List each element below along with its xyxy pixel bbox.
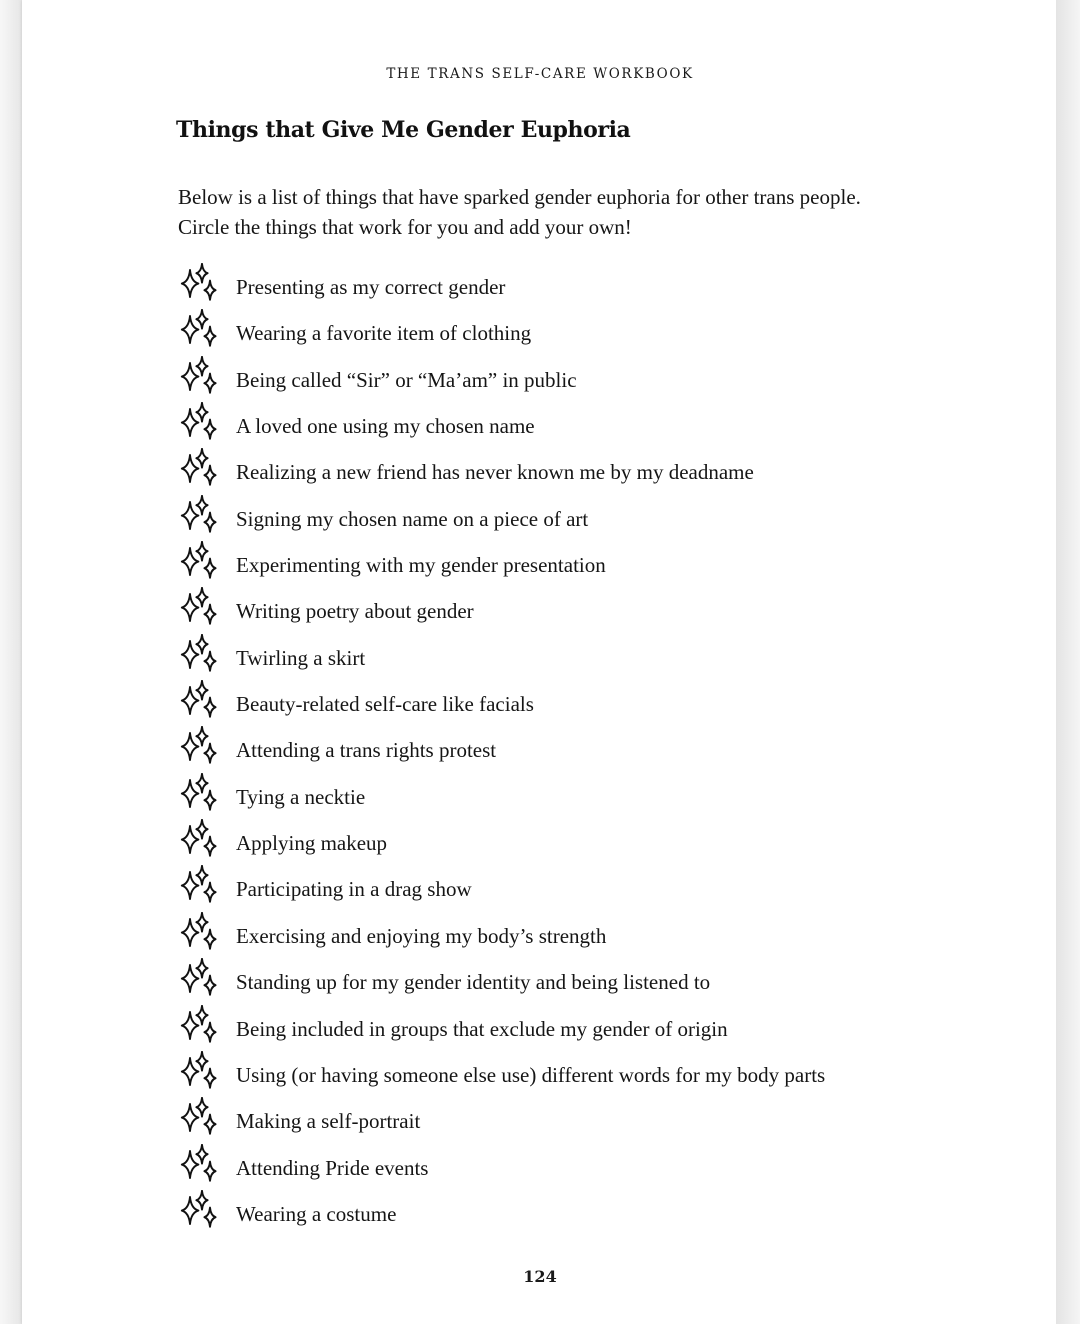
list-item (178, 958, 825, 1004)
sparkle-diamonds-icon (178, 541, 222, 583)
list-item-label: Twirling a skirt (236, 645, 366, 670)
sparkle-diamonds-icon (178, 1005, 222, 1047)
sparkle-diamonds-icon (178, 1190, 222, 1232)
page-number: 124 (523, 1267, 557, 1286)
sparkle-diamonds-icon (178, 1097, 222, 1139)
list-item-label: Wearing a favorite item of clothing (236, 321, 532, 346)
sparkle-diamonds-icon (178, 356, 222, 398)
list-item (178, 1097, 825, 1143)
sparkle-diamonds-icon (178, 726, 222, 768)
list-item-label: Wearing a costume (236, 1201, 397, 1226)
list-item-label: Beauty-related self-care like facials (236, 692, 534, 717)
list-item-label: A loved one using my chosen name (236, 414, 535, 439)
list-item (178, 680, 825, 726)
sparkle-diamonds-icon (178, 773, 222, 815)
page-edge-left (0, 0, 22, 1324)
running-head: THE TRANS SELF-CARE WORKBOOK (386, 66, 694, 82)
list-item (178, 541, 825, 587)
list-item-label: Signing my chosen name on a piece of art (236, 506, 589, 531)
sparkle-diamonds-icon (178, 634, 222, 676)
list-item (178, 1005, 825, 1051)
list-item (178, 263, 825, 309)
list-item-label: Realizing a new friend has never known me by my deadname (236, 460, 754, 485)
sparkle-diamonds-icon (178, 819, 222, 861)
list-item-label: Standing up for my gender identity and being listened to (236, 970, 711, 995)
intro-paragraph: Below is a list of things that have sparked gender euphoria for other trans people. Circle the things that work for you and add your own! (178, 185, 861, 239)
sparkle-diamonds-icon (178, 1051, 222, 1093)
page-title: Things that Give Me Gender Euphoria (176, 117, 631, 143)
list-item-label: Exercising and enjoying my body’s strength (236, 923, 607, 948)
page-edge-right (1056, 0, 1080, 1324)
sparkle-diamonds-icon (178, 448, 222, 490)
list-item-label: Applying makeup (236, 831, 388, 856)
list-item-label: Attending Pride events (236, 1155, 429, 1180)
list-item (178, 1190, 825, 1236)
list-item-label: Writing poetry about gender (236, 599, 474, 624)
list-item (178, 587, 825, 633)
list-item-label: Experimenting with my gender presentation (236, 553, 606, 578)
list-item (178, 865, 825, 911)
list-item (178, 819, 825, 865)
sparkle-diamonds-icon (178, 912, 222, 954)
list-item-label: Being called “Sir” or “Ma’am” in public (236, 367, 577, 392)
list-item-label: Tying a necktie (236, 784, 366, 809)
list-item (178, 1051, 825, 1097)
sparkle-diamonds-icon (178, 587, 222, 629)
list-item (178, 356, 825, 402)
list-item (178, 1144, 825, 1190)
list-item (178, 309, 825, 355)
list-item-label: Participating in a drag show (236, 877, 472, 902)
sparkle-diamonds-icon (178, 680, 222, 722)
euphoria-list (178, 263, 825, 1236)
list-item-label: Presenting as my correct gender (236, 275, 506, 299)
list-item (178, 773, 825, 819)
list-item (178, 634, 825, 680)
sparkle-diamonds-icon (178, 402, 222, 444)
list-item (178, 402, 825, 448)
list-item (178, 495, 825, 541)
list-item-label: Attending a trans rights protest (236, 738, 497, 763)
list-item (178, 448, 825, 494)
sparkle-diamonds-icon (178, 865, 222, 907)
sparkle-diamonds-icon (178, 1144, 222, 1186)
sparkle-diamonds-icon (178, 958, 222, 1000)
sparkle-diamonds-icon (178, 309, 222, 351)
sparkle-diamonds-icon (178, 495, 222, 537)
sparkle-diamonds-icon (178, 263, 222, 305)
list-item-label: Being included in groups that exclude my gender of origin (236, 1016, 728, 1041)
list-item-label: Using (or having someone else use) different words for my body parts (236, 1062, 826, 1087)
list-item-label: Making a self-portrait (236, 1109, 421, 1134)
list-item (178, 726, 825, 772)
list-item (178, 912, 825, 958)
